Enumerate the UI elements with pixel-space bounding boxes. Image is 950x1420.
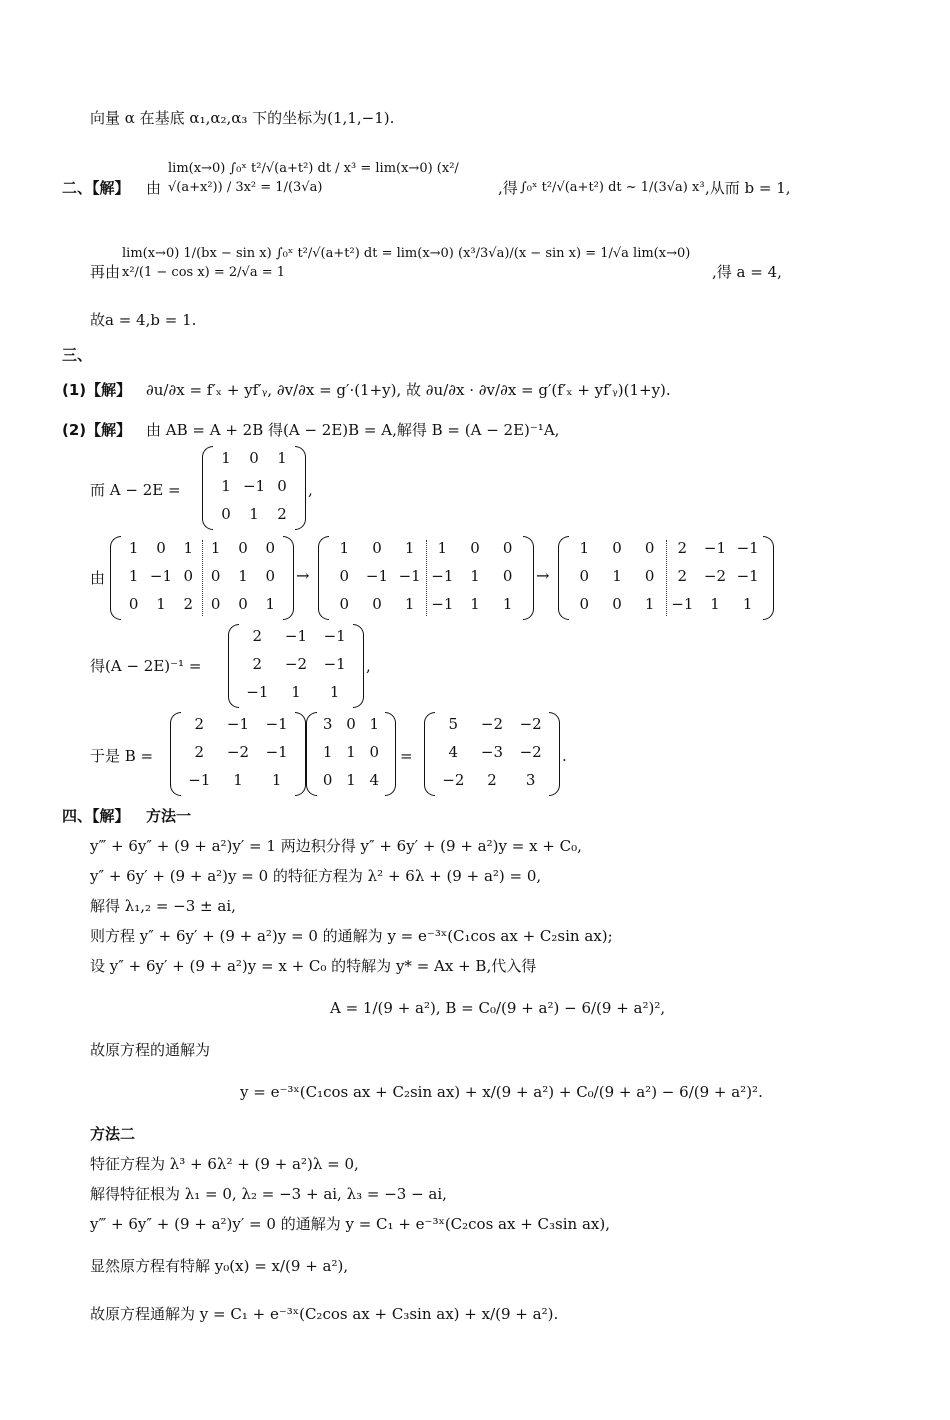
matrix-cell: 0 xyxy=(277,477,287,495)
matrix-cell: 1 xyxy=(233,771,243,789)
method2-line-5: 故原方程通解为 y = C₁ + e⁻³ˣ(C₂cos ax + C₃sin ax) + x/(9 + a²). xyxy=(90,1305,559,1323)
q2-heading: (2)【解】 xyxy=(62,421,132,439)
matrix-cell: 0 xyxy=(128,595,139,613)
matrix-cell: −1 xyxy=(226,715,250,733)
method-1-label: 方法一 xyxy=(146,807,192,825)
matrix-cell: 2 xyxy=(677,539,688,557)
matrix-cell: −1 xyxy=(323,655,346,673)
matrix-cell: −1 xyxy=(246,683,269,701)
augmented-divider xyxy=(666,540,667,616)
matrix-cell: 0 xyxy=(470,539,480,557)
augmented-matrix-2 xyxy=(318,536,534,620)
sec2-text-a: 由 xyxy=(146,179,162,197)
sec2-equivalence-expression: ∫₀ˣ t²/√(a+t²) dt ~ 1/(3√a) x³ xyxy=(520,180,705,195)
augmented-matrix-3 xyxy=(558,536,774,620)
matrix-cell: −1 xyxy=(284,627,308,645)
matrix-cell: 0 xyxy=(612,539,622,557)
matrix-cell: −1 xyxy=(323,627,346,645)
method2-line-1: 特征方程为 λ³ + 6λ² + (9 + a²)λ = 0, xyxy=(90,1155,359,1173)
matrix-cell: −2 xyxy=(519,743,542,761)
matrix-cell: −2 xyxy=(284,655,308,673)
matrix-cell: 0 xyxy=(579,567,590,585)
matrix-cell: 1 xyxy=(404,539,415,557)
matrix-cell: 0 xyxy=(339,595,350,613)
sec2-limit-expression-2: lim(x→0) 1/(bx − sin x) ∫₀ˣ t²/√(a+t²) dt = lim(x→0) (x³/3√a)/(x − sin x) = 1/√a lim(x→0) x²/(1 − cos x) = 2/√a = 1 xyxy=(122,246,691,280)
b-product-period: . xyxy=(562,747,567,765)
matrix-cell: 0 xyxy=(210,595,221,613)
method1-line-3: 解得 λ₁,₂ = −3 ± ai, xyxy=(90,897,236,915)
matrix-cell: 0 xyxy=(644,567,655,585)
matrix-cell: 1 xyxy=(502,595,513,613)
method1-general-solution: y = e⁻³ˣ(C₁cos ax + C₂sin ax) + x/(9 + a²) + C₀/(9 + a²) − 6/(9 + a²)². xyxy=(240,1083,763,1101)
sec2-text-b: ,得 xyxy=(498,179,518,197)
matrix-cell: 0 xyxy=(644,539,655,557)
matrix-cell: 0 xyxy=(372,595,382,613)
matrix-cell: −1 xyxy=(703,539,727,557)
matrix-cell: 5 xyxy=(448,715,459,733)
matrix-cell: 0 xyxy=(249,449,259,467)
matrix-cell: 1 xyxy=(742,595,753,613)
method1-line-7: 故原方程的通解为 xyxy=(90,1041,211,1059)
matrix-cell: 1 xyxy=(710,595,720,613)
method1-line-4: 则方程 y″ + 6y′ + (9 + a²)y = 0 的通解为 y = e⁻³ˣ(C₁cos ax + C₂sin ax); xyxy=(90,927,613,945)
method1-line-5: 设 y″ + 6y′ + (9 + a²)y = x + C₀ 的特解为 y* = Ax + B,代入得 xyxy=(90,957,537,975)
sec2-conclusion: 故a = 4,b = 1. xyxy=(90,311,197,329)
matrix-right-paren xyxy=(353,624,364,708)
q1-partial-derivatives: ∂u/∂x = f′ₓ + yf′ᵧ, ∂v/∂x = g′·(1+y), 故 ∂u/∂x · ∂v/∂x = g′(f′ₓ + yf′ᵧ)(1+y). xyxy=(146,381,671,399)
method2-line-4: 显然原方程有特解 y₀(x) = x/(9 + a²), xyxy=(90,1257,349,1275)
matrix-cell: 1 xyxy=(221,449,231,467)
matrix-A-minus-2E xyxy=(202,446,306,530)
matrix-cell: 1 xyxy=(291,683,301,701)
matrix-cell: 0 xyxy=(339,567,350,585)
method2-line-3: y‴ + 6y″ + (9 + a²)y′ = 0 的通解为 y = C₁ + e⁻³ˣ(C₂cos ax + C₃sin ax), xyxy=(90,1215,610,1233)
matrix-cell: 4 xyxy=(448,743,459,761)
matrix-right-paren xyxy=(385,712,396,796)
matrix-cell: 2 xyxy=(252,655,263,673)
matrix-cell: −3 xyxy=(480,743,504,761)
section-3-heading: 三、 xyxy=(62,346,93,364)
matrix-cell: 1 xyxy=(329,683,340,701)
matrix-cell: −1 xyxy=(431,595,454,613)
matrix-cell: −2 xyxy=(226,743,250,761)
inverse-comma: , xyxy=(366,657,371,675)
b-product-left-matrix xyxy=(170,712,306,796)
matrix-cell: −1 xyxy=(431,567,454,585)
matrix-cell: 2 xyxy=(252,627,263,645)
matrix-cell: −1 xyxy=(149,567,173,585)
matrix-1-comma: , xyxy=(308,481,313,499)
matrix-cell: 0 xyxy=(322,771,333,789)
matrix-cell: −1 xyxy=(265,715,288,733)
matrix-right-paren xyxy=(295,712,306,796)
matrix-cell: 1 xyxy=(346,743,356,761)
augmented-divider xyxy=(202,540,203,616)
matrix-cell: 0 xyxy=(612,595,622,613)
matrix-cell: 2 xyxy=(194,743,205,761)
matrix-cell: −1 xyxy=(265,743,288,761)
matrix-cell: 1 xyxy=(346,771,356,789)
matrix-cell: 1 xyxy=(221,477,231,495)
matrix-cell: 2 xyxy=(183,595,194,613)
matrix-cell: 1 xyxy=(579,539,590,557)
matrix-cell: 1 xyxy=(404,595,415,613)
matrix-cell: 1 xyxy=(644,595,655,613)
q2-intro: 由 AB = A + 2B 得(A − 2E)B = A,解得 B = (A − 2E)⁻¹A, xyxy=(146,421,560,439)
matrix-cell: 0 xyxy=(238,595,248,613)
matrix-cell: 0 xyxy=(238,539,248,557)
sec2-text-d: 再由 xyxy=(90,263,121,281)
method-2-label: 方法二 xyxy=(90,1125,136,1143)
method2-line-2: 解得特征根为 λ₁ = 0, λ₂ = −3 + ai, λ₃ = −3 − ai, xyxy=(90,1185,447,1203)
row-reduce-arrow-2: → xyxy=(536,566,550,585)
matrix-cell: −1 xyxy=(398,567,421,585)
matrix-cell: 1 xyxy=(437,539,448,557)
section-2-heading: 二、【解】 xyxy=(62,179,130,197)
matrix-cell: 1 xyxy=(277,449,287,467)
method1-line-1: y‴ + 6y″ + (9 + a²)y′ = 1 两边积分得 y″ + 6y′ + (9 + a²)y = x + C₀, xyxy=(90,837,582,855)
matrix-cell: 3 xyxy=(525,771,536,789)
augmented-matrix-1 xyxy=(110,536,294,620)
matrix-right-paren xyxy=(295,446,306,530)
matrix-cell: 1 xyxy=(128,567,139,585)
matrix-right-paren xyxy=(523,536,534,620)
matrix-cell: −1 xyxy=(188,771,211,789)
matrix-cell: 1 xyxy=(339,539,350,557)
matrix-B-result xyxy=(424,712,560,796)
matrix-right-paren xyxy=(283,536,294,620)
inverse-prefix: 得(A − 2E)⁻¹ = xyxy=(90,657,202,675)
matrix-cell: 1 xyxy=(128,539,139,557)
matrix-cell: −2 xyxy=(703,567,727,585)
matrix-cell: −2 xyxy=(442,771,465,789)
section-4-heading: 四、【解】 xyxy=(62,807,130,825)
matrix-cell: 1 xyxy=(210,539,221,557)
matrix-cell: −1 xyxy=(736,567,759,585)
matrix-cell: 1 xyxy=(183,539,194,557)
matrix-cell: −1 xyxy=(736,539,759,557)
matrix-cell: 1 xyxy=(612,567,622,585)
augmented-divider xyxy=(426,540,427,616)
matrix-cell: 0 xyxy=(265,567,276,585)
matrix-cell: 0 xyxy=(210,567,221,585)
matrix-cell: 1 xyxy=(322,743,333,761)
matrix-cell: −2 xyxy=(480,715,504,733)
matrix-right-paren xyxy=(763,536,774,620)
q1-heading: (1)【解】 xyxy=(62,381,132,399)
sec2-limit-expression-1: lim(x→0) ∫₀ˣ t²/√(a+t²) dt / x³ = lim(x→0) (x²/√(a+x²)) / 3x² = 1/(3√a) xyxy=(168,161,459,195)
vector-coordinate-line: 向量 α 在基底 α₁,α₂,α₃ 下的坐标为(1,1,−1). xyxy=(90,109,395,127)
b-product-right-matrix xyxy=(306,712,396,796)
matrix-cell: 0 xyxy=(183,567,194,585)
matrix-cell: 2 xyxy=(277,505,287,523)
sec2-text-e: ,得 a = 4, xyxy=(712,263,782,281)
sec2-text-c: ,从而 b = 1, xyxy=(705,179,791,197)
matrix-cell: −1 xyxy=(242,477,266,495)
matrix-cell: 1 xyxy=(470,567,480,585)
matrix-cell: 4 xyxy=(369,771,380,789)
matrix-cell: 0 xyxy=(502,567,513,585)
method1-coefficients: A = 1/(9 + a²), B = C₀/(9 + a²) − 6/(9 + a²)², xyxy=(330,999,666,1017)
b-product-equals: = xyxy=(400,747,413,765)
matrix-right-paren xyxy=(549,712,560,796)
matrix-cell: −1 xyxy=(365,567,389,585)
matrix-cell: 1 xyxy=(369,715,380,733)
matrix-cell: 0 xyxy=(372,539,382,557)
matrix-cell: 1 xyxy=(238,567,248,585)
matrix-cell: 0 xyxy=(221,505,231,523)
augmented-prefix: 由 xyxy=(90,569,106,587)
inverse-matrix xyxy=(228,624,364,708)
matrix-cell: −2 xyxy=(519,715,542,733)
matrix-cell: −1 xyxy=(671,595,694,613)
matrix-cell: 0 xyxy=(156,539,166,557)
matrix-cell: 2 xyxy=(487,771,497,789)
b-product-prefix: 于是 B = xyxy=(90,747,154,765)
matrix-cell: 0 xyxy=(369,743,380,761)
matrix-cell: 1 xyxy=(249,505,259,523)
matrix-1-prefix: 而 A − 2E = xyxy=(90,481,181,499)
matrix-cell: 2 xyxy=(677,567,688,585)
matrix-cell: 1 xyxy=(265,595,276,613)
matrix-cell: 0 xyxy=(502,539,513,557)
matrix-cell: 1 xyxy=(156,595,166,613)
method1-line-2: y″ + 6y′ + (9 + a²)y = 0 的特征方程为 λ² + 6λ + (9 + a²) = 0, xyxy=(90,867,542,885)
matrix-cell: 1 xyxy=(271,771,282,789)
matrix-cell: 3 xyxy=(322,715,333,733)
matrix-cell: 0 xyxy=(346,715,356,733)
matrix-cell: 1 xyxy=(470,595,480,613)
row-reduce-arrow-1: → xyxy=(296,566,310,585)
matrix-cell: 0 xyxy=(579,595,590,613)
matrix-cell: 2 xyxy=(194,715,205,733)
matrix-cell: 0 xyxy=(265,539,276,557)
